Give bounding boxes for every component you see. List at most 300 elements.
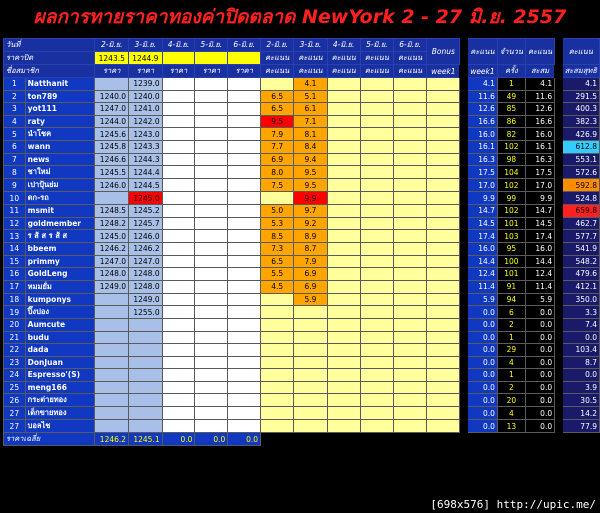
price-cell[interactable] [162, 166, 195, 179]
score-cell [261, 192, 294, 205]
score-cell [327, 306, 360, 319]
count-value: 4 [497, 356, 525, 369]
bonus-cell [427, 356, 460, 369]
total-value: 541.9 [562, 243, 599, 256]
bonus-cell [427, 293, 460, 306]
acc-value: 17.5 [525, 166, 554, 179]
count-value: 20 [497, 394, 525, 407]
price-cell[interactable]: 1246.2 [129, 243, 163, 256]
price-cell[interactable] [162, 255, 195, 268]
price-cell[interactable] [195, 407, 228, 420]
price-cell[interactable] [195, 217, 228, 230]
date-header: 3-มิ.ย. [129, 39, 163, 52]
score-cell [360, 166, 393, 179]
acc-value: 17.4 [525, 230, 554, 243]
price-cell[interactable] [95, 319, 129, 332]
price-cell[interactable] [195, 230, 228, 243]
week-score: 0.0 [467, 394, 497, 407]
score-cell [327, 205, 360, 218]
price-cell[interactable] [95, 331, 129, 344]
price-cell[interactable] [162, 306, 195, 319]
week-score: 16.3 [467, 153, 497, 166]
bonus-cell [427, 394, 460, 407]
price-cell[interactable] [228, 192, 261, 205]
member-name: bbeem [25, 243, 95, 256]
date-header: 2-มิ.ย. [95, 39, 129, 52]
row-number: 10 [4, 192, 26, 205]
table-row [4, 381, 600, 394]
price-cell[interactable] [162, 420, 195, 433]
price-cell[interactable]: 1246.6 [95, 153, 129, 166]
price-cell[interactable]: 1245.0 [95, 230, 129, 243]
table-row [4, 407, 600, 420]
price-cell[interactable]: 1248.0 [129, 268, 163, 281]
price-cell[interactable] [162, 205, 195, 218]
price-cell[interactable] [162, 141, 195, 154]
score-cell: 7.5 [261, 179, 294, 192]
price-cell[interactable]: 1249.0 [129, 293, 163, 306]
score-cell [393, 319, 426, 332]
table-row [4, 280, 600, 293]
row-number: 3 [4, 103, 26, 116]
member-name: DonJuan [25, 356, 95, 369]
price-cell[interactable] [195, 128, 228, 141]
close-price[interactable] [228, 52, 261, 65]
price-cell[interactable]: 1245.5 [95, 166, 129, 179]
price-cell[interactable] [162, 230, 195, 243]
week-score: 0.0 [467, 369, 497, 382]
price-cell[interactable]: 1245.7 [129, 217, 163, 230]
score-cell [327, 141, 360, 154]
score-cell [261, 381, 294, 394]
total-value: 400.3 [562, 103, 599, 116]
score-cell: 8.4 [294, 141, 327, 154]
price-cell[interactable] [162, 243, 195, 256]
price-cell[interactable] [162, 90, 195, 103]
price-cell[interactable]: 1249.0 [95, 280, 129, 293]
row-number: 6 [4, 141, 26, 154]
price-cell[interactable]: 1245.6 [95, 128, 129, 141]
price-cell[interactable] [228, 394, 261, 407]
price-cell[interactable] [129, 394, 163, 407]
table-row [4, 306, 600, 319]
count-value: 103 [497, 230, 525, 243]
total-sub: สะสมสุทธิ [562, 65, 599, 78]
score-cell [327, 128, 360, 141]
acc-value: 0.0 [525, 344, 554, 357]
score-cell [327, 280, 360, 293]
price-cell[interactable] [95, 420, 129, 433]
price-cell[interactable] [195, 420, 228, 433]
bonus-cell [427, 420, 460, 433]
price-cell[interactable] [162, 293, 195, 306]
price-cell[interactable] [228, 141, 261, 154]
score-cell [360, 280, 393, 293]
price-cell[interactable]: 1246.2 [95, 243, 129, 256]
price-cell[interactable] [195, 166, 228, 179]
price-cell[interactable] [195, 243, 228, 256]
table-row [4, 166, 600, 179]
price-cell[interactable] [162, 192, 195, 205]
price-cell[interactable] [228, 407, 261, 420]
table-row [4, 394, 600, 407]
score-cell [393, 381, 426, 394]
price-cell[interactable] [162, 356, 195, 369]
price-cell[interactable]: 1241.0 [129, 103, 163, 116]
price-cell[interactable] [95, 78, 129, 91]
price-cell[interactable] [95, 394, 129, 407]
acc-value: 0.0 [525, 394, 554, 407]
score-date-header: 3-มิ.ย. [294, 39, 327, 52]
member-name: ชาใหม่ [25, 166, 95, 179]
price-cell[interactable]: 1245.0 [129, 192, 163, 205]
price-cell[interactable] [162, 369, 195, 382]
price-cell[interactable]: 1239.0 [129, 78, 163, 91]
bonus-cell [427, 217, 460, 230]
score-label: คะแนน [393, 65, 426, 78]
price-cell[interactable] [228, 268, 261, 281]
table-row [4, 90, 600, 103]
score-cell [294, 356, 327, 369]
price-cell[interactable]: 1255.0 [129, 306, 163, 319]
score-cell: 5.9 [294, 293, 327, 306]
price-cell[interactable] [195, 192, 228, 205]
close-price[interactable] [162, 52, 195, 65]
price-cell[interactable] [228, 331, 261, 344]
score-cell [393, 192, 426, 205]
total-value: 350.0 [562, 293, 599, 306]
price-cell[interactable] [228, 381, 261, 394]
price-cell[interactable] [228, 293, 261, 306]
table-row [4, 230, 600, 243]
acc-value: 4.1 [525, 78, 554, 91]
price-cell[interactable] [228, 243, 261, 256]
total-value: 0.0 [562, 331, 599, 344]
price-cell[interactable] [195, 394, 228, 407]
price-cell[interactable] [162, 268, 195, 281]
price-cell[interactable] [95, 192, 129, 205]
price-cell[interactable]: 1248.0 [95, 268, 129, 281]
bonus-cell [427, 192, 460, 205]
price-cell[interactable] [228, 344, 261, 357]
price-cell[interactable]: 1247.0 [95, 255, 129, 268]
score-cell [294, 394, 327, 407]
table-row [4, 115, 600, 128]
price-cell[interactable] [228, 90, 261, 103]
week-score: 16.1 [467, 141, 497, 154]
price-cell[interactable] [162, 115, 195, 128]
score-cell [294, 420, 327, 433]
member-name: ton789 [25, 90, 95, 103]
price-cell[interactable] [129, 356, 163, 369]
score-cell [393, 394, 426, 407]
price-cell[interactable] [195, 255, 228, 268]
score-cell [327, 90, 360, 103]
table-row [4, 217, 600, 230]
price-cell[interactable] [162, 128, 195, 141]
score-cell: 8.1 [294, 128, 327, 141]
price-cell[interactable]: 1244.0 [95, 115, 129, 128]
score-cell [327, 319, 360, 332]
score-cell: 6.5 [261, 255, 294, 268]
price-cell[interactable] [162, 319, 195, 332]
member-name: บอลไช [25, 420, 95, 433]
average-label: ราคาเฉลี่ย [4, 433, 95, 446]
week-score: 4.1 [467, 78, 497, 91]
price-cell[interactable]: 1244.5 [129, 179, 163, 192]
row-number: 1 [4, 78, 26, 91]
price-cell[interactable] [228, 217, 261, 230]
price-cell[interactable]: 1248.0 [129, 280, 163, 293]
price-cell[interactable]: 1245.8 [95, 141, 129, 154]
price-cell[interactable] [195, 141, 228, 154]
score-cell: 6.9 [294, 280, 327, 293]
price-label: ราคา [162, 65, 195, 78]
price-cell[interactable] [162, 381, 195, 394]
price-cell[interactable] [195, 268, 228, 281]
score-cell: 9.4 [294, 153, 327, 166]
acc-value: 16.1 [525, 141, 554, 154]
total-value: 426.9 [562, 128, 599, 141]
score-date-header: 2-มิ.ย. [261, 39, 294, 52]
count-value: 91 [497, 280, 525, 293]
row-number: 11 [4, 205, 26, 218]
price-cell[interactable] [195, 115, 228, 128]
price-cell[interactable] [228, 166, 261, 179]
price-cell[interactable] [228, 255, 261, 268]
count-value: 101 [497, 268, 525, 281]
count-value: 4 [497, 407, 525, 420]
price-cell[interactable]: 1248.2 [95, 217, 129, 230]
count-value: 82 [497, 128, 525, 141]
price-cell[interactable]: 1244.3 [129, 153, 163, 166]
price-cell[interactable] [162, 344, 195, 357]
watermark: [698x576] http://upic.me/ [430, 498, 596, 511]
acc-value: 9.9 [525, 192, 554, 205]
bonus-cell [427, 331, 460, 344]
price-cell[interactable] [129, 407, 163, 420]
price-cell[interactable] [129, 381, 163, 394]
score-cell [393, 255, 426, 268]
week-score: 12.6 [467, 103, 497, 116]
price-cell[interactable] [129, 369, 163, 382]
price-cell[interactable] [195, 293, 228, 306]
price-cell[interactable] [228, 280, 261, 293]
score-cell [360, 230, 393, 243]
score-cell [327, 217, 360, 230]
price-cell[interactable]: 1246.0 [95, 179, 129, 192]
score-cell: 8.0 [261, 166, 294, 179]
score-cell [360, 331, 393, 344]
price-label: ราคา [195, 65, 228, 78]
count-value: 100 [497, 255, 525, 268]
price-cell[interactable]: 1243.3 [129, 141, 163, 154]
score-cell [393, 153, 426, 166]
price-cell[interactable] [195, 78, 228, 91]
price-cell[interactable] [129, 344, 163, 357]
price-cell[interactable] [228, 369, 261, 382]
close-price[interactable]: 1244.9 [129, 52, 163, 65]
price-cell[interactable] [162, 394, 195, 407]
price-cell[interactable] [162, 331, 195, 344]
price-cell[interactable] [228, 115, 261, 128]
header-row-names [4, 65, 600, 78]
price-cell[interactable] [228, 230, 261, 243]
member-name: meng166 [25, 381, 95, 394]
price-cell[interactable] [162, 78, 195, 91]
price-cell[interactable] [95, 356, 129, 369]
table-row [4, 179, 600, 192]
count-value: 95 [497, 243, 525, 256]
price-cell[interactable]: 1247.0 [95, 103, 129, 116]
price-cell[interactable] [195, 369, 228, 382]
price-cell[interactable]: 1245.2 [129, 205, 163, 218]
total-header: คะแนน [562, 39, 599, 65]
price-cell[interactable] [195, 90, 228, 103]
score-cell [360, 293, 393, 306]
acc-value: 0.0 [525, 319, 554, 332]
table-row [4, 128, 600, 141]
bonus-cell [427, 243, 460, 256]
count-value: 49 [497, 90, 525, 103]
table-row [4, 141, 600, 154]
week-score: 16.6 [467, 115, 497, 128]
price-cell[interactable] [95, 369, 129, 382]
score-cell [360, 369, 393, 382]
price-cell[interactable] [95, 407, 129, 420]
price-cell[interactable] [195, 280, 228, 293]
close-price[interactable]: 1243.5 [95, 52, 129, 65]
score-cell [393, 205, 426, 218]
price-cell[interactable] [195, 381, 228, 394]
table-row [4, 293, 600, 306]
week-score: 0.0 [467, 420, 497, 433]
row-number: 17 [4, 280, 26, 293]
price-cell[interactable] [195, 356, 228, 369]
price-cell[interactable] [228, 420, 261, 433]
date-label: วันที่ [4, 39, 95, 52]
price-cell[interactable] [195, 331, 228, 344]
price-cell[interactable] [162, 153, 195, 166]
score-label: คะแนน [327, 52, 360, 65]
price-cell[interactable] [228, 179, 261, 192]
close-price[interactable] [195, 52, 228, 65]
price-cell[interactable] [228, 319, 261, 332]
member-name: news [25, 153, 95, 166]
price-cell[interactable] [195, 306, 228, 319]
price-cell[interactable] [95, 306, 129, 319]
score-cell [327, 420, 360, 433]
price-cell[interactable] [95, 381, 129, 394]
price-cell[interactable] [162, 217, 195, 230]
total-value: 553.1 [562, 153, 599, 166]
price-cell[interactable] [129, 420, 163, 433]
score-cell [261, 407, 294, 420]
score-cell [393, 344, 426, 357]
price-cell[interactable] [95, 344, 129, 357]
price-cell[interactable] [162, 179, 195, 192]
price-cell[interactable] [228, 103, 261, 116]
price-cell[interactable] [195, 344, 228, 357]
price-cell[interactable] [195, 103, 228, 116]
price-cell[interactable] [162, 280, 195, 293]
bonus-cell [427, 255, 460, 268]
acc-value: 11.6 [525, 90, 554, 103]
average-value: 0.0 [162, 433, 195, 446]
score-label: คะแนน [360, 65, 393, 78]
price-cell[interactable] [228, 128, 261, 141]
price-cell[interactable] [195, 179, 228, 192]
price-cell[interactable] [228, 153, 261, 166]
score-cell: 8.5 [261, 230, 294, 243]
price-cell[interactable] [195, 319, 228, 332]
bonus-cell [427, 381, 460, 394]
acc-sub: สะสม [525, 65, 554, 78]
price-cell[interactable] [162, 103, 195, 116]
score-cell [360, 128, 393, 141]
score-cell [393, 128, 426, 141]
price-cell[interactable]: 1240.0 [129, 90, 163, 103]
table-row [4, 331, 600, 344]
results-table [3, 38, 600, 446]
price-cell[interactable]: 1247.0 [129, 255, 163, 268]
acc-value: 17.0 [525, 179, 554, 192]
price-cell[interactable]: 1240.0 [95, 90, 129, 103]
price-cell[interactable]: 1242.0 [129, 115, 163, 128]
price-cell[interactable] [228, 306, 261, 319]
bonus-cell [427, 407, 460, 420]
bonus-header: Bonus [427, 39, 460, 65]
score-cell: 9.7 [294, 205, 327, 218]
week-score: 17.5 [467, 166, 497, 179]
total-value: 14.2 [562, 407, 599, 420]
score-cell [393, 90, 426, 103]
score-cell: 4.1 [294, 78, 327, 91]
score-cell: 9.5 [294, 166, 327, 179]
row-number: 8 [4, 166, 26, 179]
score-cell [360, 205, 393, 218]
row-number: 12 [4, 217, 26, 230]
score-date-header: 6-มิ.ย. [393, 39, 426, 52]
price-cell[interactable]: 1248.5 [95, 205, 129, 218]
score-cell [327, 179, 360, 192]
price-cell[interactable]: 1243.0 [129, 128, 163, 141]
price-cell[interactable] [129, 331, 163, 344]
average-value: 1246.2 [95, 433, 129, 446]
bonus-cell [427, 103, 460, 116]
score-cell [294, 306, 327, 319]
total-value: 30.5 [562, 394, 599, 407]
price-cell[interactable]: 1244.4 [129, 166, 163, 179]
bonus-cell [427, 205, 460, 218]
price-cell[interactable] [228, 78, 261, 91]
acc-value: 16.3 [525, 153, 554, 166]
price-cell[interactable] [95, 293, 129, 306]
week-score: 5.9 [467, 293, 497, 306]
count-value: 102 [497, 141, 525, 154]
price-cell[interactable] [129, 319, 163, 332]
price-cell[interactable] [228, 356, 261, 369]
price-label: ราคา [129, 65, 163, 78]
bonus-cell [427, 230, 460, 243]
score-cell [393, 293, 426, 306]
price-cell[interactable] [195, 153, 228, 166]
price-cell[interactable] [195, 205, 228, 218]
price-cell[interactable] [162, 407, 195, 420]
price-cell[interactable]: 1246.0 [129, 230, 163, 243]
score-cell [393, 115, 426, 128]
price-cell[interactable] [228, 205, 261, 218]
